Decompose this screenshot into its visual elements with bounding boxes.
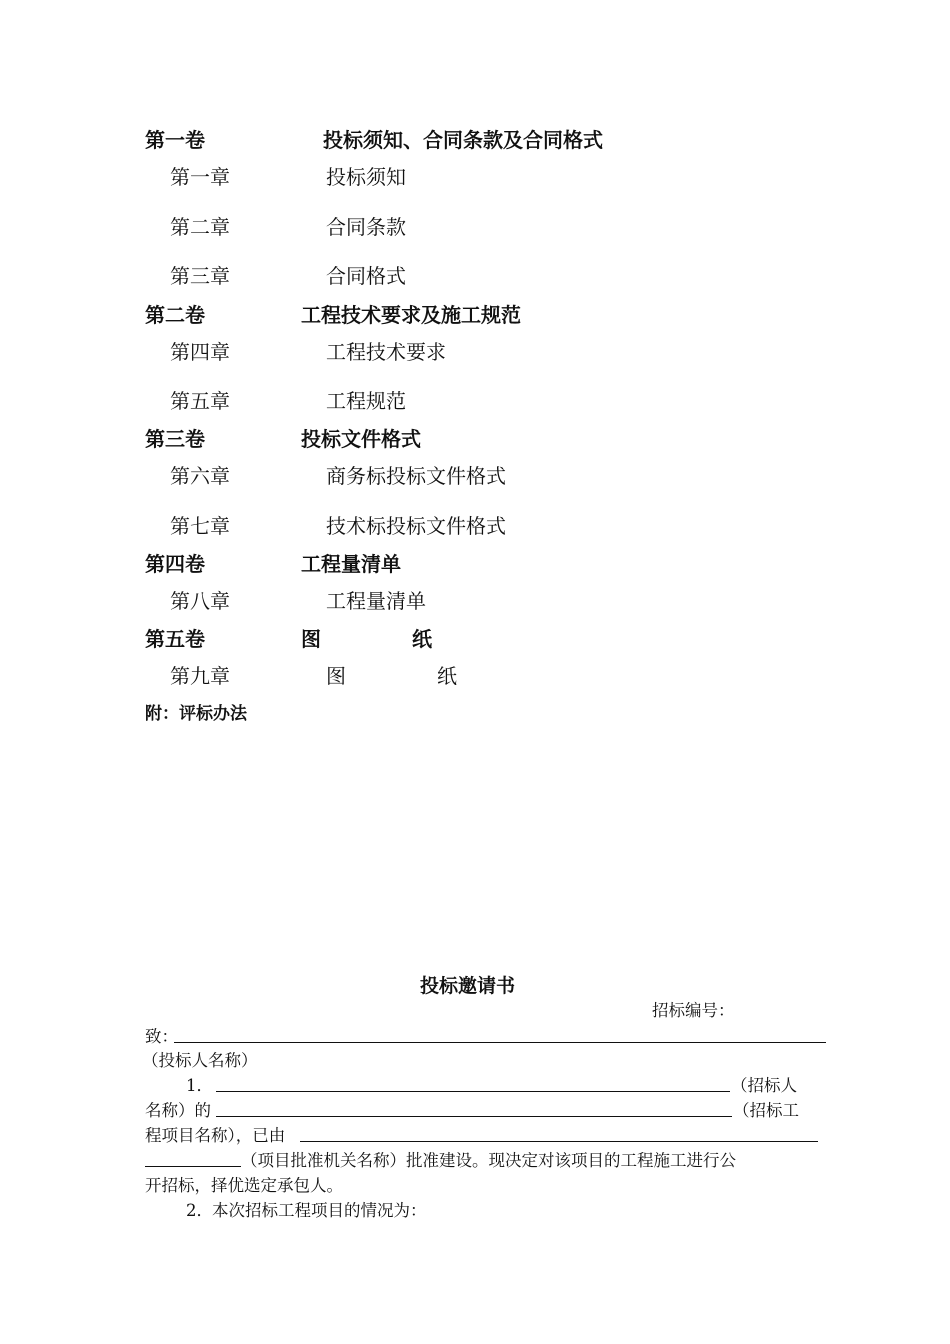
chapter-5-title: 工程规范 — [326, 389, 406, 413]
approval-authority-blank-a — [300, 1141, 818, 1142]
chapter-7-label: 第七章 — [170, 514, 230, 538]
chapter-8-label: 第八章 — [170, 589, 230, 613]
volume-3-label: 第三卷 — [145, 427, 205, 451]
paragraph-2-number: 2． — [186, 1201, 213, 1220]
letter-title: 投标邀请书 — [420, 975, 516, 997]
paragraph-1-line-3-prefix: 程项目名称），已由 — [145, 1126, 286, 1145]
volume-3-title: 投标文件格式 — [301, 427, 421, 451]
tenderer-name-blank — [216, 1091, 730, 1092]
paragraph-1-line-5: 开招标，择优选定承包人。 — [145, 1176, 343, 1195]
chapter-9-title-b: 纸 — [437, 664, 457, 688]
volume-1-label: 第一卷 — [145, 128, 205, 152]
chapter-6-label: 第六章 — [170, 464, 230, 488]
chapter-3-title: 合同格式 — [326, 264, 406, 288]
chapter-1-label: 第一章 — [170, 165, 230, 189]
volume-2-title: 工程技术要求及施工规范 — [301, 303, 521, 327]
chapter-4-label: 第四章 — [170, 340, 230, 364]
tender-number-label: 招标编号： — [652, 1001, 735, 1020]
volume-5-title-b: 纸 — [412, 627, 432, 651]
project-name-blank — [216, 1116, 732, 1117]
chapter-2-label: 第二章 — [170, 215, 230, 239]
paragraph-1-number: 1． — [186, 1076, 213, 1095]
project-name-note: （招标工 — [733, 1101, 799, 1120]
volume-4-title: 工程量清单 — [301, 552, 401, 576]
volume-4-label: 第四卷 — [145, 552, 205, 576]
chapter-4-title: 工程技术要求 — [326, 340, 446, 364]
chapter-9-title-a: 图 — [326, 664, 346, 688]
chapter-5-label: 第五章 — [170, 389, 230, 413]
chapter-2-title: 合同条款 — [326, 215, 406, 239]
chapter-1-title: 投标须知 — [326, 165, 406, 189]
bidder-name-blank — [174, 1042, 826, 1043]
volume-1-title: 投标须知、合同条款及合同格式 — [323, 128, 603, 152]
attachment-note: 附：评标办法 — [145, 704, 247, 724]
chapter-8-title: 工程量清单 — [326, 589, 426, 613]
chapter-7-title: 技术标投标文件格式 — [326, 514, 506, 538]
bidder-name-note: （投标人名称） — [142, 1051, 258, 1070]
paragraph-1-line-4: （项目批准机关名称）批准建设。现决定对该项目的工程施工进行公 — [241, 1151, 736, 1170]
to-label: 致： — [145, 1027, 178, 1046]
approval-authority-blank-b — [145, 1166, 241, 1167]
volume-5-title-a: 图 — [301, 627, 321, 651]
chapter-9-label: 第九章 — [170, 664, 230, 688]
volume-5-label: 第五卷 — [145, 627, 205, 651]
chapter-6-title: 商务标投标文件格式 — [326, 464, 506, 488]
tenderer-name-note: （招标人 — [731, 1076, 797, 1095]
paragraph-2-text: 本次招标工程项目的情况为： — [212, 1201, 427, 1220]
chapter-3-label: 第三章 — [170, 264, 230, 288]
volume-2-label: 第二卷 — [145, 303, 205, 327]
paragraph-1-line-2-prefix: 名称）的 — [145, 1101, 211, 1120]
